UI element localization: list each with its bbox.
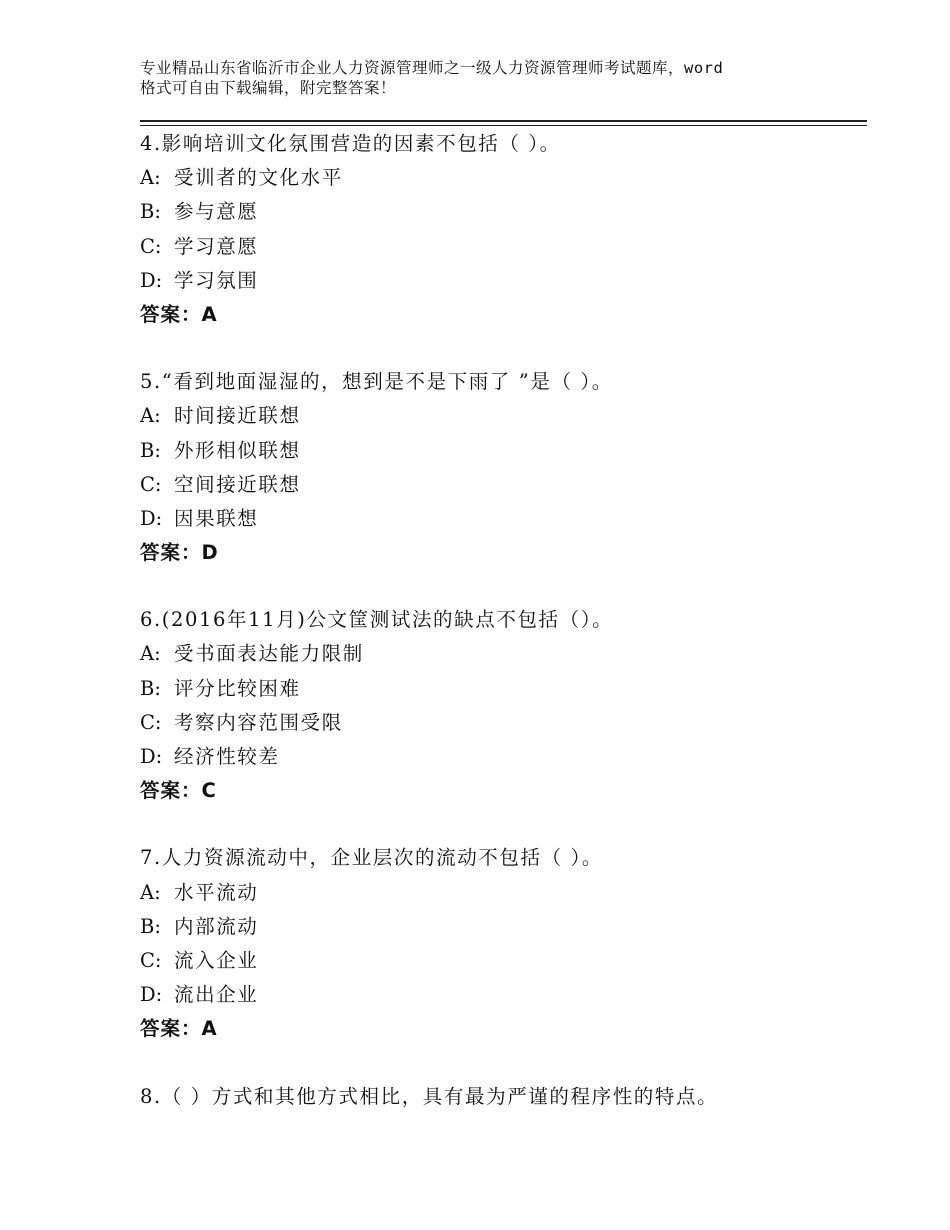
option-key: A:: [140, 642, 161, 666]
answer-line: 答案：A: [140, 302, 218, 326]
option-a: [140, 399, 867, 433]
option-key: B:: [140, 676, 161, 700]
option-c: [140, 944, 867, 978]
header-rule-thick: [140, 120, 867, 122]
option-c: [140, 468, 867, 502]
question-stem: 5.“看到地面湿湿的，想到是不是下雨了 ”是（ ）。: [140, 370, 613, 394]
option-b: [140, 434, 867, 468]
header-line-1: 专业精品山东省临沂市企业人力资源管理师之一级人力资源管理师考试题库，word: [140, 59, 724, 77]
question-stem: 8.（ ）方式和其他方式相比，具有最为严谨的程序性的特点。: [140, 1084, 719, 1108]
question-stem: 7.人力资源流动中，企业层次的流动不包括（ ）。: [140, 846, 603, 870]
option-a: [140, 876, 867, 910]
option-text: 时间接近联想: [174, 404, 301, 428]
question-list: [140, 127, 867, 1147]
option-text: 外形相似联想: [174, 438, 301, 462]
option-a: [140, 637, 867, 671]
question-stem: 6.(2016年11月)公文筐测试法的缺点不包括（）。: [140, 608, 614, 632]
answer-line: 答案：D: [140, 541, 219, 565]
option-text: 因果联想: [174, 506, 259, 530]
option-text: 水平流动: [174, 880, 259, 904]
question-6: [140, 603, 867, 808]
answer-line: 答案：C: [140, 779, 217, 803]
option-key: B:: [140, 438, 161, 462]
option-text: 参与意愿: [174, 200, 259, 224]
option-key: C:: [140, 472, 162, 496]
option-text: 内部流动: [174, 914, 259, 938]
option-d: [140, 740, 867, 774]
option-key: D:: [140, 983, 163, 1007]
option-text: 评分比较困难: [174, 676, 301, 700]
option-c: [140, 230, 867, 264]
option-text: 考察内容范围受限: [174, 710, 343, 734]
option-d: [140, 502, 867, 536]
question-stem: 4.影响培训文化氛围营造的因素不包括（ ）。: [140, 132, 561, 155]
option-text: 空间接近联想: [174, 472, 301, 496]
option-text: 经济性较差: [174, 745, 280, 768]
option-c: [140, 706, 867, 740]
option-b: [140, 910, 867, 944]
option-key: C:: [140, 234, 162, 258]
option-key: A:: [140, 880, 161, 904]
option-text: 学习氛围: [174, 268, 259, 292]
option-key: A:: [140, 404, 161, 428]
header-line-2: 格式可自由下载编辑，附完整答案！: [140, 79, 397, 97]
option-b: [140, 672, 867, 706]
option-key: D:: [140, 268, 163, 292]
option-a: [140, 161, 867, 195]
option-key: A:: [140, 166, 161, 190]
header-rule-thin: [140, 125, 867, 126]
option-key: C:: [140, 948, 162, 972]
option-d: [140, 264, 867, 298]
option-text: 流入企业: [174, 948, 259, 972]
option-text: 流出企业: [174, 983, 259, 1007]
option-key: D:: [140, 506, 163, 530]
question-5: [140, 365, 867, 570]
option-key: B:: [140, 200, 161, 224]
option-key: D:: [140, 745, 163, 768]
option-d: [140, 978, 867, 1012]
option-key: C:: [140, 710, 162, 734]
option-text: 学习意愿: [174, 234, 259, 258]
option-text: 受训者的文化水平: [174, 166, 343, 190]
answer-line: 答案：A: [140, 1017, 218, 1041]
option-text: 受书面表达能力限制: [174, 642, 364, 666]
document-header: [140, 58, 840, 98]
question-4: [140, 127, 867, 332]
question-8: [140, 1080, 867, 1114]
option-key: B:: [140, 914, 161, 938]
question-7: [140, 841, 867, 1046]
option-b: [140, 195, 867, 229]
